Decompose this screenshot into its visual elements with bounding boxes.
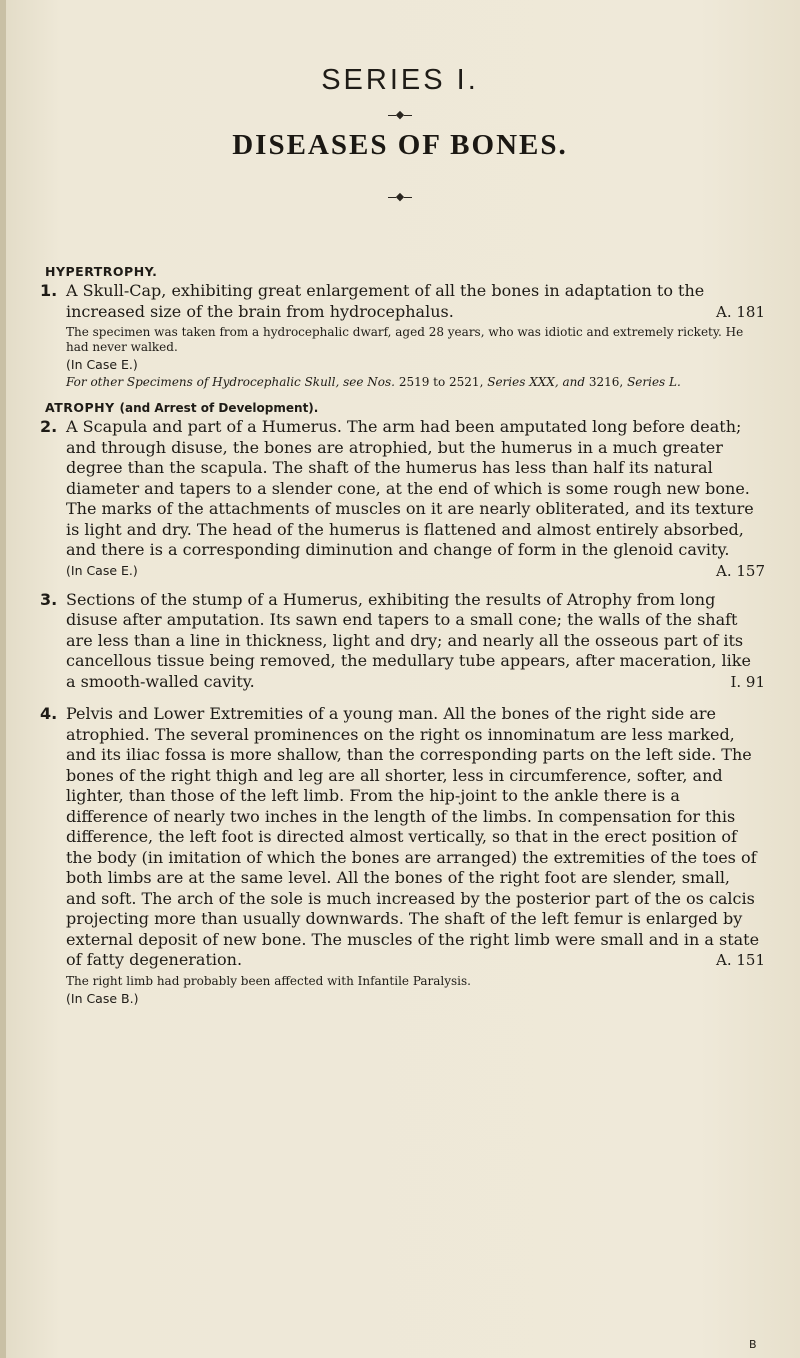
catalogue-entry-1 [40,281,765,322]
entry-reference: A. 151 [716,951,765,969]
case-location: (In Case E.) [66,357,138,372]
chapter-title: DISEASES OF BONES. [232,129,568,161]
case-location: (In Case B.) [66,990,139,1006]
case-location: (In Case E.) [66,562,138,578]
diamond-ornament-icon: ◆ [395,108,405,121]
ornament-top [0,108,800,121]
entry-reference: I. 91 [730,672,765,691]
entry-reference: A. 157 [716,561,765,580]
catalogue-entry-4 [40,704,765,971]
entry-number: 3. [40,589,58,609]
entry-description: Sections of the stump of a Humerus, exhibiting the results of Atrophy from long disuse after amputation. Its sawn end tapers to a small cone; the walls of the shaft are less than a line in thickness, light and dry; and nearly all the osseous part of its cancellous tissue being removed, the medullary tube appears, after maceration, like a smooth-walled cavity. [66,589,751,691]
page-edge [0,0,6,1358]
section-heading-atrophy: ATROPHY (and Arrest of Development). [45,400,319,415]
entry-note: The specimen was taken from a hydrocephalic dwarf, aged 28 years, who was idiotic and extremely rickety. He had never walked. [66,325,744,354]
entry-description: A Skull-Cap, exhibiting great enlargement of all the bones in adaptation to the increased size of the brain from hydrocephalus. [66,281,705,321]
ornament-bottom [0,190,800,203]
signature-mark: B [749,1338,757,1351]
diamond-ornament-icon: ◆ [395,190,405,203]
catalogue-content [40,264,765,1006]
catalogue-entry-3 [40,590,765,693]
entry-note: The right limb had probably been affected with Infantile Paralysis. [66,973,471,988]
cross-reference: For other Specimens of Hydrocephalic Skull, see Nos. 2519 to 2521, Series XXX, and 3216, Series L. [66,375,681,389]
entry-reference: A. 181 [716,302,765,321]
entry-description: A Scapula and part of a Humerus. The arm had been amputated long before death; and through disuse, the bones are atrophied, but the humerus in a much greater degree than the scapula. The shaft of the humerus has less than half its natural diameter and tapers to a slender cone, at the end of which is some rough new bone. The marks of the attachments of muscles on it are nearly obliterated, and its texture is light and dry. The head of the humerus is flattened and almost entirely absorbed, and there is a corresponding diminution and change of form in the glenoid cavity. [66,417,754,559]
entry-number: 4. [40,704,58,723]
entry-number: 1. [40,281,58,300]
entry-description: Pelvis and Lower Extremities of a young man. All the bones of the right side are atrophied. The several prominences on the right os innominatum are less marked, and its iliac fossa is more shallow, than the corresponding parts on the left side. The bones of the right thigh and leg are all shorter, less in circumference, softer, and lighter, than those of the left limb. From the hip-joint to the ankle there is a difference of nearly two inches in the length of the limbs. In compensation for this difference, the left foot is directed almost vertically, so that in the erect position of the body (in imitation of which the bones are arranged) the extremities of the toes of both limbs are at the same level. All the bones of the right foot are slender, small, and soft. The arch of the sole is much increased by the posterior part of the os calcis projecting more than usually downwards. The shaft of the left femur is enlarged by external deposit of new bone. The muscles of the right limb were small and in a state of fatty degeneration. [66,704,760,969]
entry-number: 2. [40,417,58,436]
series-title: SERIES I. [321,64,479,96]
section-heading-hypertrophy: HYPERTROPHY. [45,264,158,279]
